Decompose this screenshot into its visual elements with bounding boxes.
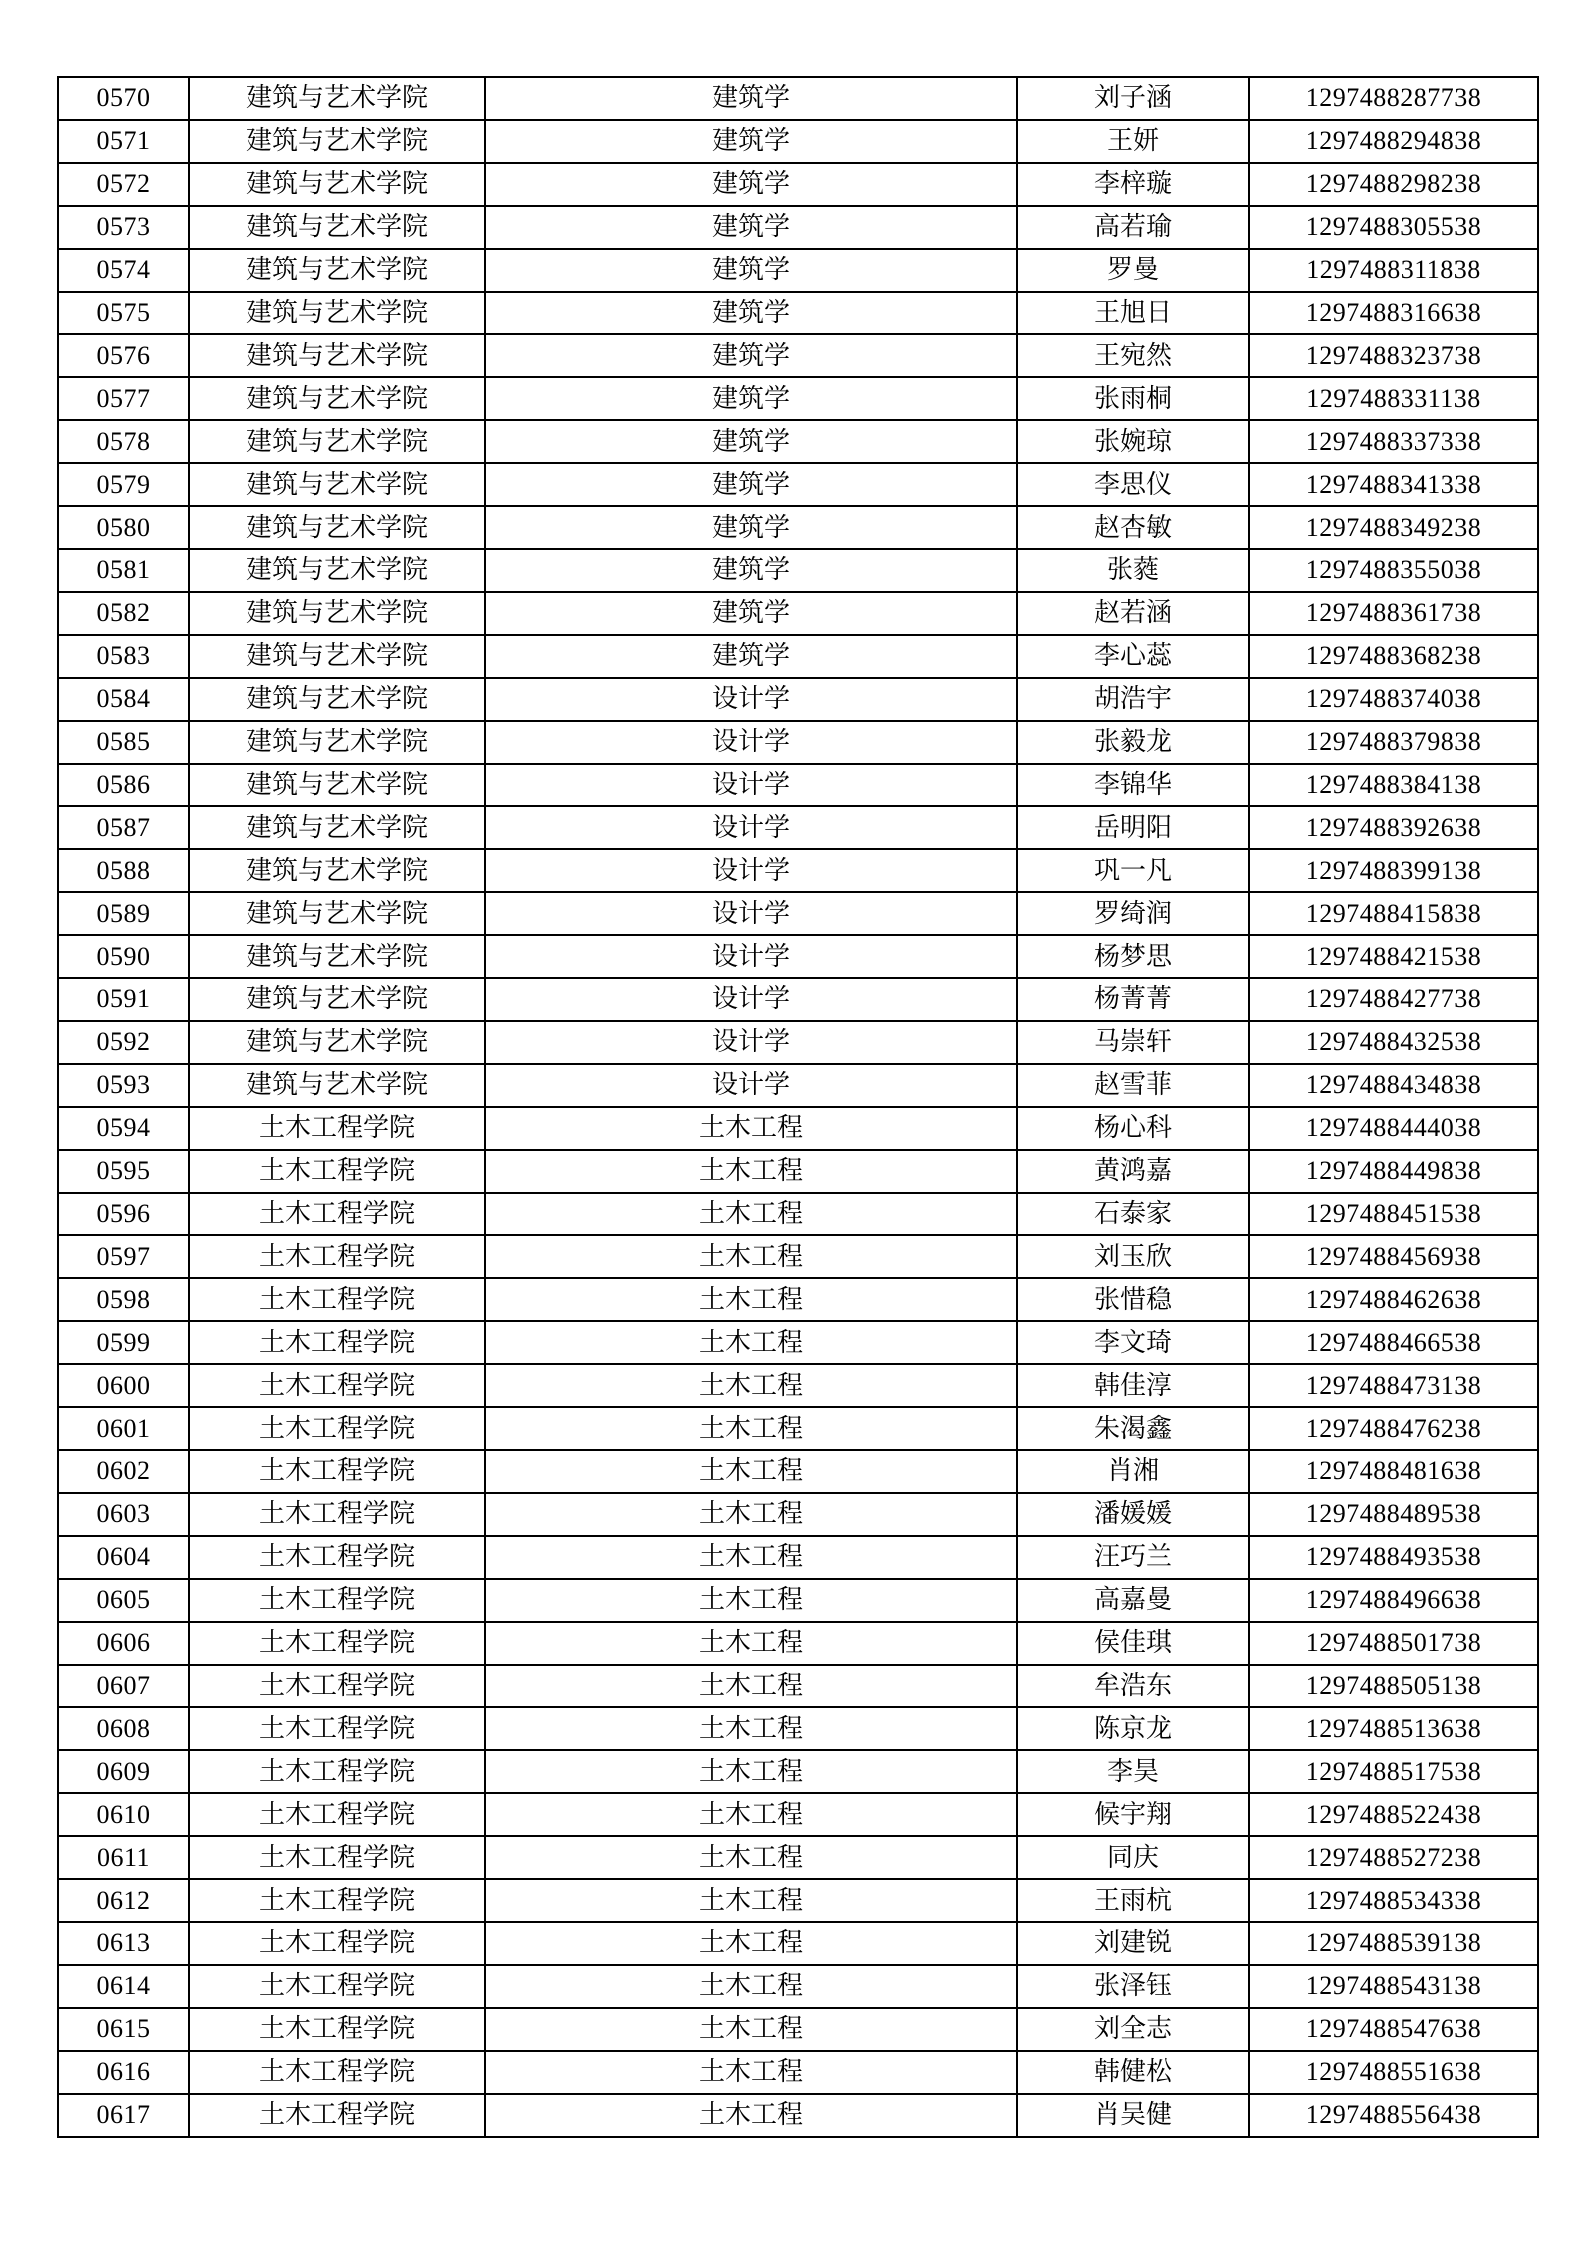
major-cell: 建筑学: [485, 163, 1017, 206]
college-cell: 建筑与艺术学院: [189, 549, 485, 592]
id-cell: 0587: [58, 806, 189, 849]
number-cell: 1297488481638: [1249, 1450, 1538, 1493]
table-row: [58, 163, 1538, 206]
major-cell: 设计学: [485, 806, 1017, 849]
table-row: [58, 1879, 1538, 1922]
table-row: [58, 1793, 1538, 1836]
id-cell: 0608: [58, 1707, 189, 1750]
major-cell: 土木工程: [485, 1493, 1017, 1536]
number-cell: 1297488522438: [1249, 1793, 1538, 1836]
table-row: [58, 764, 1538, 807]
table-row: [58, 1622, 1538, 1665]
table-row: [58, 1965, 1538, 2008]
number-cell: 1297488476238: [1249, 1407, 1538, 1450]
college-cell: 土木工程学院: [189, 1235, 485, 1278]
number-cell: 1297488501738: [1249, 1622, 1538, 1665]
id-cell: 0615: [58, 2008, 189, 2051]
college-cell: 建筑与艺术学院: [189, 463, 485, 506]
name-cell: 李梓璇: [1017, 163, 1249, 206]
number-cell: 1297488534338: [1249, 1879, 1538, 1922]
table-row: [58, 249, 1538, 292]
table-row: [58, 1493, 1538, 1536]
id-cell: 0611: [58, 1836, 189, 1879]
table-row: [58, 1321, 1538, 1364]
college-cell: 土木工程学院: [189, 1450, 485, 1493]
id-cell: 0593: [58, 1064, 189, 1107]
id-cell: 0589: [58, 892, 189, 935]
college-cell: 建筑与艺术学院: [189, 1021, 485, 1064]
id-cell: 0613: [58, 1922, 189, 1965]
major-cell: 土木工程: [485, 1622, 1017, 1665]
major-cell: 建筑学: [485, 549, 1017, 592]
id-cell: 0597: [58, 1235, 189, 1278]
name-cell: 张毅龙: [1017, 721, 1249, 764]
number-cell: 1297488456938: [1249, 1235, 1538, 1278]
name-cell: 马崇轩: [1017, 1021, 1249, 1064]
table-row: [58, 892, 1538, 935]
name-cell: 巩一凡: [1017, 849, 1249, 892]
table-row: [58, 592, 1538, 635]
number-cell: 1297488392638: [1249, 806, 1538, 849]
major-cell: 土木工程: [485, 1321, 1017, 1364]
id-cell: 0573: [58, 206, 189, 249]
name-cell: 陈京龙: [1017, 1707, 1249, 1750]
major-cell: 土木工程: [485, 1579, 1017, 1622]
college-cell: 建筑与艺术学院: [189, 120, 485, 163]
major-cell: 设计学: [485, 978, 1017, 1021]
major-cell: 土木工程: [485, 1235, 1017, 1278]
table-row: [58, 849, 1538, 892]
number-cell: 1297488399138: [1249, 849, 1538, 892]
id-cell: 0616: [58, 2051, 189, 2094]
major-cell: 设计学: [485, 764, 1017, 807]
major-cell: 建筑学: [485, 292, 1017, 335]
id-cell: 0606: [58, 1622, 189, 1665]
name-cell: 杨梦思: [1017, 935, 1249, 978]
name-cell: 王妍: [1017, 120, 1249, 163]
major-cell: 土木工程: [485, 2051, 1017, 2094]
name-cell: 肖吴健: [1017, 2094, 1249, 2137]
name-cell: 候宇翔: [1017, 1793, 1249, 1836]
number-cell: 1297488473138: [1249, 1364, 1538, 1407]
major-cell: 建筑学: [485, 463, 1017, 506]
student-roster-table: [57, 76, 1539, 2138]
name-cell: 潘媛媛: [1017, 1493, 1249, 1536]
college-cell: 土木工程学院: [189, 1407, 485, 1450]
id-cell: 0577: [58, 377, 189, 420]
college-cell: 土木工程学院: [189, 1707, 485, 1750]
number-cell: 1297488323738: [1249, 334, 1538, 377]
name-cell: 高嘉曼: [1017, 1579, 1249, 1622]
college-cell: 建筑与艺术学院: [189, 892, 485, 935]
table-row: [58, 1836, 1538, 1879]
major-cell: 土木工程: [485, 1922, 1017, 1965]
table-row: [58, 1407, 1538, 1450]
id-cell: 0604: [58, 1536, 189, 1579]
college-cell: 建筑与艺术学院: [189, 678, 485, 721]
table-row: [58, 2094, 1538, 2137]
number-cell: 1297488337338: [1249, 420, 1538, 463]
name-cell: 侯佳琪: [1017, 1622, 1249, 1665]
name-cell: 牟浩东: [1017, 1665, 1249, 1708]
number-cell: 1297488434838: [1249, 1064, 1538, 1107]
table-row: [58, 1536, 1538, 1579]
roster-body: [58, 77, 1538, 2137]
college-cell: 土木工程学院: [189, 1493, 485, 1536]
id-cell: 0609: [58, 1750, 189, 1793]
number-cell: 1297488355038: [1249, 549, 1538, 592]
number-cell: 1297488444038: [1249, 1107, 1538, 1150]
major-cell: 设计学: [485, 935, 1017, 978]
college-cell: 土木工程学院: [189, 1622, 485, 1665]
name-cell: 王雨杭: [1017, 1879, 1249, 1922]
college-cell: 建筑与艺术学院: [189, 764, 485, 807]
table-row: [58, 1278, 1538, 1321]
college-cell: 土木工程学院: [189, 1922, 485, 1965]
number-cell: 1297488493538: [1249, 1536, 1538, 1579]
major-cell: 设计学: [485, 892, 1017, 935]
college-cell: 建筑与艺术学院: [189, 377, 485, 420]
id-cell: 0594: [58, 1107, 189, 1150]
table-row: [58, 420, 1538, 463]
table-row: [58, 1064, 1538, 1107]
id-cell: 0585: [58, 721, 189, 764]
college-cell: 土木工程学院: [189, 1750, 485, 1793]
id-cell: 0576: [58, 334, 189, 377]
table-row: [58, 1150, 1538, 1193]
number-cell: 1297488489538: [1249, 1493, 1538, 1536]
name-cell: 罗曼: [1017, 249, 1249, 292]
table-row: [58, 1021, 1538, 1064]
table-row: [58, 935, 1538, 978]
table-row: [58, 1235, 1538, 1278]
number-cell: 1297488384138: [1249, 764, 1538, 807]
college-cell: 土木工程学院: [189, 2094, 485, 2137]
college-cell: 土木工程学院: [189, 1536, 485, 1579]
id-cell: 0598: [58, 1278, 189, 1321]
number-cell: 1297488361738: [1249, 592, 1538, 635]
major-cell: 土木工程: [485, 1107, 1017, 1150]
college-cell: 土木工程学院: [189, 1321, 485, 1364]
college-cell: 建筑与艺术学院: [189, 1064, 485, 1107]
table-row: [58, 721, 1538, 764]
name-cell: 罗绮润: [1017, 892, 1249, 935]
number-cell: 1297488466538: [1249, 1321, 1538, 1364]
name-cell: 高若瑜: [1017, 206, 1249, 249]
id-cell: 0602: [58, 1450, 189, 1493]
table-row: [58, 635, 1538, 678]
id-cell: 0592: [58, 1021, 189, 1064]
college-cell: 建筑与艺术学院: [189, 721, 485, 764]
number-cell: 1297488462638: [1249, 1278, 1538, 1321]
id-cell: 0601: [58, 1407, 189, 1450]
major-cell: 设计学: [485, 721, 1017, 764]
id-cell: 0581: [58, 549, 189, 592]
name-cell: 张惜稳: [1017, 1278, 1249, 1321]
id-cell: 0610: [58, 1793, 189, 1836]
id-cell: 0584: [58, 678, 189, 721]
major-cell: 土木工程: [485, 1750, 1017, 1793]
table-row: [58, 206, 1538, 249]
table-row: [58, 978, 1538, 1021]
college-cell: 建筑与艺术学院: [189, 506, 485, 549]
number-cell: 1297488551638: [1249, 2051, 1538, 2094]
major-cell: 土木工程: [485, 1150, 1017, 1193]
id-cell: 0574: [58, 249, 189, 292]
name-cell: 张婉琼: [1017, 420, 1249, 463]
number-cell: 1297488432538: [1249, 1021, 1538, 1064]
name-cell: 刘建锐: [1017, 1922, 1249, 1965]
name-cell: 同庆: [1017, 1836, 1249, 1879]
major-cell: 土木工程: [485, 1407, 1017, 1450]
name-cell: 王旭日: [1017, 292, 1249, 335]
number-cell: 1297488527238: [1249, 1836, 1538, 1879]
name-cell: 李思仪: [1017, 463, 1249, 506]
id-cell: 0600: [58, 1364, 189, 1407]
name-cell: 刘玉欣: [1017, 1235, 1249, 1278]
number-cell: 1297488341338: [1249, 463, 1538, 506]
college-cell: 土木工程学院: [189, 2051, 485, 2094]
college-cell: 建筑与艺术学院: [189, 806, 485, 849]
number-cell: 1297488421538: [1249, 935, 1538, 978]
name-cell: 韩健松: [1017, 2051, 1249, 2094]
number-cell: 1297488496638: [1249, 1579, 1538, 1622]
major-cell: 设计学: [485, 1021, 1017, 1064]
number-cell: 1297488349238: [1249, 506, 1538, 549]
number-cell: 1297488415838: [1249, 892, 1538, 935]
major-cell: 建筑学: [485, 120, 1017, 163]
name-cell: 赵若涵: [1017, 592, 1249, 635]
college-cell: 土木工程学院: [189, 1965, 485, 2008]
major-cell: 土木工程: [485, 1707, 1017, 1750]
college-cell: 建筑与艺术学院: [189, 334, 485, 377]
table-row: [58, 506, 1538, 549]
table-row: [58, 2008, 1538, 2051]
college-cell: 土木工程学院: [189, 1793, 485, 1836]
name-cell: 李锦华: [1017, 764, 1249, 807]
name-cell: 赵雪菲: [1017, 1064, 1249, 1107]
id-cell: 0580: [58, 506, 189, 549]
name-cell: 杨菁菁: [1017, 978, 1249, 1021]
id-cell: 0595: [58, 1150, 189, 1193]
college-cell: 土木工程学院: [189, 1579, 485, 1622]
major-cell: 土木工程: [485, 1364, 1017, 1407]
college-cell: 建筑与艺术学院: [189, 978, 485, 1021]
table-row: [58, 77, 1538, 120]
name-cell: 石泰家: [1017, 1193, 1249, 1236]
number-cell: 1297488379838: [1249, 721, 1538, 764]
major-cell: 设计学: [485, 678, 1017, 721]
id-cell: 0612: [58, 1879, 189, 1922]
major-cell: 设计学: [485, 1064, 1017, 1107]
table-row: [58, 678, 1538, 721]
college-cell: 建筑与艺术学院: [189, 206, 485, 249]
number-cell: 1297488543138: [1249, 1965, 1538, 2008]
name-cell: 赵杏敏: [1017, 506, 1249, 549]
name-cell: 刘全志: [1017, 2008, 1249, 2051]
id-cell: 0570: [58, 77, 189, 120]
name-cell: 杨心科: [1017, 1107, 1249, 1150]
college-cell: 建筑与艺术学院: [189, 592, 485, 635]
id-cell: 0586: [58, 764, 189, 807]
id-cell: 0588: [58, 849, 189, 892]
major-cell: 设计学: [485, 849, 1017, 892]
id-cell: 0590: [58, 935, 189, 978]
id-cell: 0614: [58, 1965, 189, 2008]
id-cell: 0572: [58, 163, 189, 206]
number-cell: 1297488449838: [1249, 1150, 1538, 1193]
name-cell: 韩佳淳: [1017, 1364, 1249, 1407]
college-cell: 建筑与艺术学院: [189, 420, 485, 463]
major-cell: 土木工程: [485, 1536, 1017, 1579]
number-cell: 1297488539138: [1249, 1922, 1538, 1965]
table-row: [58, 377, 1538, 420]
college-cell: 建筑与艺术学院: [189, 935, 485, 978]
college-cell: 建筑与艺术学院: [189, 249, 485, 292]
major-cell: 建筑学: [485, 77, 1017, 120]
number-cell: 1297488427738: [1249, 978, 1538, 1021]
major-cell: 土木工程: [485, 1965, 1017, 2008]
number-cell: 1297488451538: [1249, 1193, 1538, 1236]
name-cell: 肖湘: [1017, 1450, 1249, 1493]
table-row: [58, 1922, 1538, 1965]
number-cell: 1297488517538: [1249, 1750, 1538, 1793]
major-cell: 土木工程: [485, 1879, 1017, 1922]
number-cell: 1297488556438: [1249, 2094, 1538, 2137]
id-cell: 0607: [58, 1665, 189, 1708]
table-row: [58, 292, 1538, 335]
college-cell: 土木工程学院: [189, 1665, 485, 1708]
table-row: [58, 549, 1538, 592]
table-row: [58, 463, 1538, 506]
table-row: [58, 120, 1538, 163]
table-row: [58, 334, 1538, 377]
table-row: [58, 1107, 1538, 1150]
number-cell: 1297488287738: [1249, 77, 1538, 120]
college-cell: 土木工程学院: [189, 1836, 485, 1879]
id-cell: 0579: [58, 463, 189, 506]
table-row: [58, 1364, 1538, 1407]
id-cell: 0599: [58, 1321, 189, 1364]
college-cell: 土木工程学院: [189, 1879, 485, 1922]
name-cell: 王宛然: [1017, 334, 1249, 377]
id-cell: 0575: [58, 292, 189, 335]
id-cell: 0591: [58, 978, 189, 1021]
college-cell: 土木工程学院: [189, 1107, 485, 1150]
major-cell: 建筑学: [485, 635, 1017, 678]
major-cell: 建筑学: [485, 506, 1017, 549]
college-cell: 建筑与艺术学院: [189, 849, 485, 892]
college-cell: 土木工程学院: [189, 2008, 485, 2051]
major-cell: 建筑学: [485, 420, 1017, 463]
id-cell: 0603: [58, 1493, 189, 1536]
major-cell: 土木工程: [485, 1836, 1017, 1879]
major-cell: 土木工程: [485, 1665, 1017, 1708]
college-cell: 土木工程学院: [189, 1364, 485, 1407]
name-cell: 朱渴鑫: [1017, 1407, 1249, 1450]
name-cell: 刘子涵: [1017, 77, 1249, 120]
table-row: [58, 2051, 1538, 2094]
major-cell: 建筑学: [485, 249, 1017, 292]
major-cell: 土木工程: [485, 1450, 1017, 1493]
name-cell: 汪巧兰: [1017, 1536, 1249, 1579]
number-cell: 1297488298238: [1249, 163, 1538, 206]
table-row: [58, 1579, 1538, 1622]
id-cell: 0582: [58, 592, 189, 635]
name-cell: 李昊: [1017, 1750, 1249, 1793]
name-cell: 张雨桐: [1017, 377, 1249, 420]
name-cell: 李文琦: [1017, 1321, 1249, 1364]
number-cell: 1297488331138: [1249, 377, 1538, 420]
id-cell: 0571: [58, 120, 189, 163]
id-cell: 0578: [58, 420, 189, 463]
id-cell: 0605: [58, 1579, 189, 1622]
id-cell: 0583: [58, 635, 189, 678]
id-cell: 0617: [58, 2094, 189, 2137]
major-cell: 建筑学: [485, 592, 1017, 635]
major-cell: 土木工程: [485, 1193, 1017, 1236]
number-cell: 1297488316638: [1249, 292, 1538, 335]
major-cell: 土木工程: [485, 1793, 1017, 1836]
number-cell: 1297488505138: [1249, 1665, 1538, 1708]
number-cell: 1297488368238: [1249, 635, 1538, 678]
number-cell: 1297488547638: [1249, 2008, 1538, 2051]
college-cell: 建筑与艺术学院: [189, 635, 485, 678]
college-cell: 建筑与艺术学院: [189, 292, 485, 335]
name-cell: 岳明阳: [1017, 806, 1249, 849]
major-cell: 土木工程: [485, 1278, 1017, 1321]
name-cell: 李心蕊: [1017, 635, 1249, 678]
name-cell: 张蕤: [1017, 549, 1249, 592]
major-cell: 土木工程: [485, 2008, 1017, 2051]
number-cell: 1297488305538: [1249, 206, 1538, 249]
college-cell: 建筑与艺术学院: [189, 163, 485, 206]
id-cell: 0596: [58, 1193, 189, 1236]
major-cell: 土木工程: [485, 2094, 1017, 2137]
table-row: [58, 1193, 1538, 1236]
name-cell: 胡浩宇: [1017, 678, 1249, 721]
college-cell: 土木工程学院: [189, 1193, 485, 1236]
number-cell: 1297488294838: [1249, 120, 1538, 163]
number-cell: 1297488513638: [1249, 1707, 1538, 1750]
college-cell: 土木工程学院: [189, 1278, 485, 1321]
major-cell: 建筑学: [485, 377, 1017, 420]
major-cell: 建筑学: [485, 334, 1017, 377]
table-row: [58, 1665, 1538, 1708]
number-cell: 1297488374038: [1249, 678, 1538, 721]
number-cell: 1297488311838: [1249, 249, 1538, 292]
major-cell: 建筑学: [485, 206, 1017, 249]
table-row: [58, 1450, 1538, 1493]
name-cell: 黄鸿嘉: [1017, 1150, 1249, 1193]
table-row: [58, 1707, 1538, 1750]
table-row: [58, 1750, 1538, 1793]
table-row: [58, 806, 1538, 849]
college-cell: 建筑与艺术学院: [189, 77, 485, 120]
name-cell: 张泽钰: [1017, 1965, 1249, 2008]
college-cell: 土木工程学院: [189, 1150, 485, 1193]
